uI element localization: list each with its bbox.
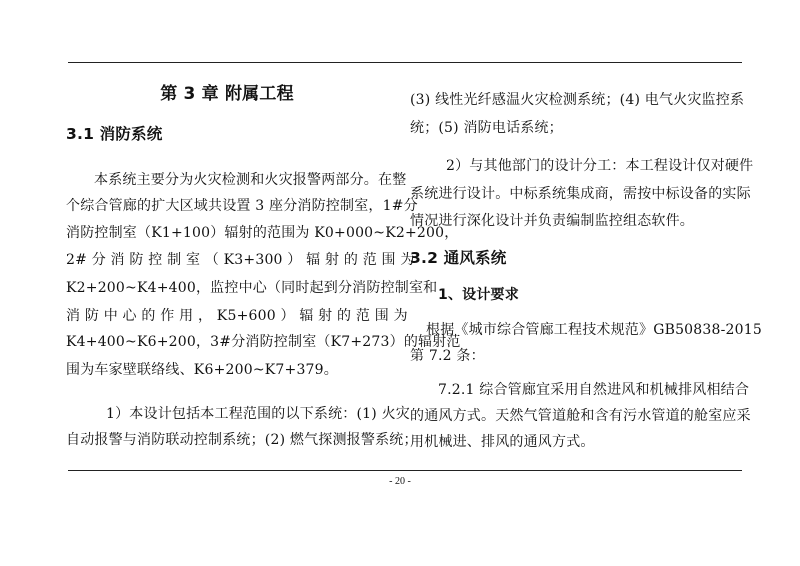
- section-heading-3-1: 3.1 消防系统: [66, 125, 163, 143]
- paragraph-line: 消防控制室（K1+100）辐射的范围为 K0+000~K2+200，: [66, 225, 459, 241]
- paragraph-line: 1）本设计包括本工程范围的以下系统：(1) 火灾: [106, 406, 410, 422]
- paragraph-line: 自动报警与消防联动控制系统；(2) 燃气探测报警系统；: [66, 432, 418, 448]
- footer-rule: [68, 470, 742, 471]
- paragraph-line: 根据《城市综合管廊工程技术规范》GB50838-2015: [426, 322, 762, 338]
- paragraph-line: K4+400~K6+200，3#分消防控制室（K7+273）的辐射范: [66, 334, 461, 350]
- paragraph-line: 2# 分 消 防 控 制 室 （ K3+300 ） 辐 射 的 范 围 为: [66, 252, 415, 268]
- paragraph-line: 个综合管廊的扩大区域共设置 3 座分消防控制室，1#分: [66, 198, 418, 214]
- paragraph-line: 情况进行深化设计并负责编制监控组态软件。: [410, 213, 694, 229]
- paragraph-line: 2）与其他部门的设计分工：本工程设计仅对硬件: [446, 158, 754, 174]
- paragraph-line: 7.2.1 综合管廊宜采用自然进风和机械排风相结合: [438, 382, 750, 398]
- paragraph-line: (3) 线性光纤感温火灾检测系统；(4) 电气火灾监控系: [410, 92, 745, 108]
- paragraph-line: 的通风方式。天然气管道舱和含有污水管道的舱室应采: [410, 408, 751, 424]
- header-rule: [68, 62, 742, 63]
- paragraph-line: 用机械进、排风的通风方式。: [410, 434, 595, 450]
- sub-heading: 1、设计要求: [438, 287, 519, 303]
- paragraph-line: 统；(5) 消防电话系统；: [410, 120, 563, 136]
- paragraph-line: 消 防 中 心 的 作 用 ， K5+600 ） 辐 射 的 范 围 为: [66, 308, 408, 324]
- paragraph-line: 第 7.2 条：: [410, 348, 485, 364]
- page-number: - 20 -: [389, 476, 411, 487]
- paragraph-line: 系统进行设计。中标系统集成商，需按中标设备的实际: [410, 186, 751, 202]
- paragraph-line: 本系统主要分为火灾检测和火灾报警两部分。在整: [94, 172, 407, 188]
- section-heading-3-2: 3.2 通风系统: [410, 249, 507, 267]
- paragraph-line: K2+200~K4+400，监控中心（同时起到分消防控制室和: [66, 280, 438, 296]
- paragraph-line: 围为车家壁联络线、K6+200~K7+379。: [66, 362, 338, 378]
- chapter-title: 第 3 章 附属工程: [160, 84, 294, 104]
